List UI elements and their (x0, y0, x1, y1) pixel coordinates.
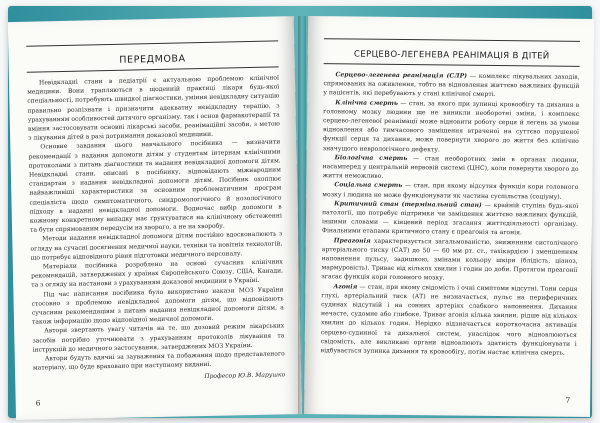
open-book (8, 6, 592, 418)
top-rule (26, 40, 278, 46)
left-page (8, 16, 302, 420)
author-signature: Професор Ю.В. Марушко (204, 370, 286, 380)
heading-rule (324, 63, 580, 67)
top-rule (324, 38, 580, 42)
page-number: 7 (565, 395, 571, 405)
definition-paragraph (321, 282, 578, 358)
definition-term: Серцево-легенева реанімація (СЛР) (335, 71, 468, 80)
definition-paragraph (322, 153, 578, 183)
right-page (304, 16, 594, 417)
definition-term: Біологічна смерть (334, 154, 408, 162)
paragraph: Матеріали посібника розроблено на основі сучасних клінічних рекомендацій, затверджених у країнах Європейського Союзу, США, Канади, та з огляду на настанови з урахуванням доказової медицини в Україні. (30, 258, 284, 290)
definition-paragraph (321, 236, 577, 285)
paragraph: Під час написання посібника було використано накази МОЗ України стосовно з проблемою невідкладної допомоги дітям, що відповідають сучасним рекомендаціям з питань надання невідкладної допомоги дітям, а також інформацію щодо відповідної медичної допомоги. (31, 286, 284, 326)
definition-text: характеризується загальмованістю, зниженням систолічного артеріального тиску (САТ) до 50 — 60 мм рт. ст., тахікардією і зменшенням наповнення пульсу, задишкою, змінами кольору шкіри (блідість, ціаноз, мармуровість). Триває від кількох хвилин і годин до доби. Протягом преагонії згасає функція кори головного мозку. (321, 237, 578, 282)
definition-term: Агонія (333, 282, 358, 291)
page-heading: ПЕРЕДМОВА (119, 53, 186, 66)
definition-text: — стан, за якого при зупинці кровообігу та дихання в головному мозку людини ще не виникли необоротні зміни, і комплекс серцево-легеневої реанімації може відновити роботу серця й легень за умови відновлення або тимчасового заміщення втраченої на суттєво порушеної функції серця та дихання, може повернути хворого до життя без клінічно значущого неврологічного дефекту. (322, 99, 580, 154)
paragraph: Методи надання невідкладної допомоги дітям постійно вдосконалюють з огляду на сучасні досягнення медичної науки, техніки та новітніх технологій, що потребує відповідного рівня підготовки медичного персоналу. (30, 230, 283, 262)
definition-paragraph (322, 181, 578, 202)
preface-body (27, 73, 285, 373)
paragraph: Автори звертають увагу читачів на те, що дозовий режим лікарських засобів потрібно уточнювати з урахуванням протоколів лікування та інструкцій до медичного застосування, затверджених МОЗ України. (32, 322, 285, 354)
chapter-body (321, 70, 580, 358)
definition-term: Критичний стан (термінальний стан) (334, 200, 482, 209)
definition-term: Соціальна смерть (334, 181, 403, 190)
paragraph: Основне завдання цього навчального посібника — визначити рекомендації з надання допомоги дітям у студентам інтернам клінічними протоколами з питань діагностики та надання невідкладної допомоги дітям. Невідкладні стани, описані в посібнику, відповідають міжнародним стандартам з надання невідкладної допомоги дітям. Посібник охоплює найважливіші характеристики за основним проблематичним програм спеціаліста щодо симптоматичного, синдромологічного й нозологічного підходу в наданні невідкладної допомоги. Водночас вибір допомоги в кожному конкретному випадку має ґрунтуватися на клінічному обстеженні та бути спрямованим передусім на хворого, а не на хворобу. (28, 138, 282, 234)
definition-text: — крайній ступінь будь-якої патології, що потребує підтримки чи заміщення життєво важливих функцій, іншими словами — кінцевий період згасання життєдіяльності організму. Фінальними етапами критичного стану є преагонія та агонія. (321, 201, 579, 237)
page-number: 6 (35, 398, 41, 408)
paragraph: Невідкладні стани в педіатрії є актуальною проблемою клінічної медицини. Вони трапляються в щоденній практиці лікаря будь-якої спеціальності, потребують швидкої діагностики, уміння невідкладну ситуацію правильно розпізнати і призначити адекватну невідкладну терапію, з урахуванням особливостей дитячого організму, так і основ фармакотерапії та вміння застосовувати основні лікарські засоби, реанімаційні засоби, з метою з лікування дітей в разі дотримання доказової медицини. (27, 74, 280, 142)
definition-text: — стан необоротних змін в органах людини, насамперед у центральній нервовій системі (ЦНС), коли повернути хворого до життя неможливо. (322, 154, 579, 181)
chapter-heading: СЕРЦЕВО-ЛЕГЕНЕВА РЕАНІМАЦІЯ В ДІТЕЙ (353, 49, 550, 62)
definition-paragraph (323, 98, 580, 156)
paragraph: Автори будуть вдячні за зауваження та побажання щодо представленого матеріалу, що буде враховано при наступному виданні. (32, 350, 285, 372)
definition-term: Клінічна смерть (335, 98, 398, 107)
definition-text: — комплекс лікувальних заходів, спрямованих на оживлення, тобто на відновлення життєво важливих функцій у пацієнтів, які перебувають у стані клінічної смерті. (323, 72, 580, 99)
definition-term: Преагонія (333, 236, 371, 245)
heading-rule (27, 66, 279, 72)
definition-text: — стан, при якому відсутня функція кори головного мозку і людина не може функціонувати як частина суспільства (соціуму). (322, 182, 579, 201)
definition-paragraph (323, 70, 579, 100)
definition-paragraph (322, 199, 578, 238)
definition-text: — стан, при якому свідомість і очні симптоми відсутні. Тони серця глухі, артеріальний тиск (АТ) не визначається, пульс на периферичних судинах відсутній і на сонних артеріях слабкого наповнення. Дихання нечасте, судомне або глибоке. Триває агонія кілька хвилин, рідше від кількох хвилин до кількох годин. Нерідко відзначається короткочасна активація серцево-судинної та дихальної систем, унаслідок чого відновлюються свідомість, але викликані органи відновлюють здатність функціонувати і відбувається зупинка дихання та кровообігу, потім настає клінічна смерть. (320, 283, 578, 357)
